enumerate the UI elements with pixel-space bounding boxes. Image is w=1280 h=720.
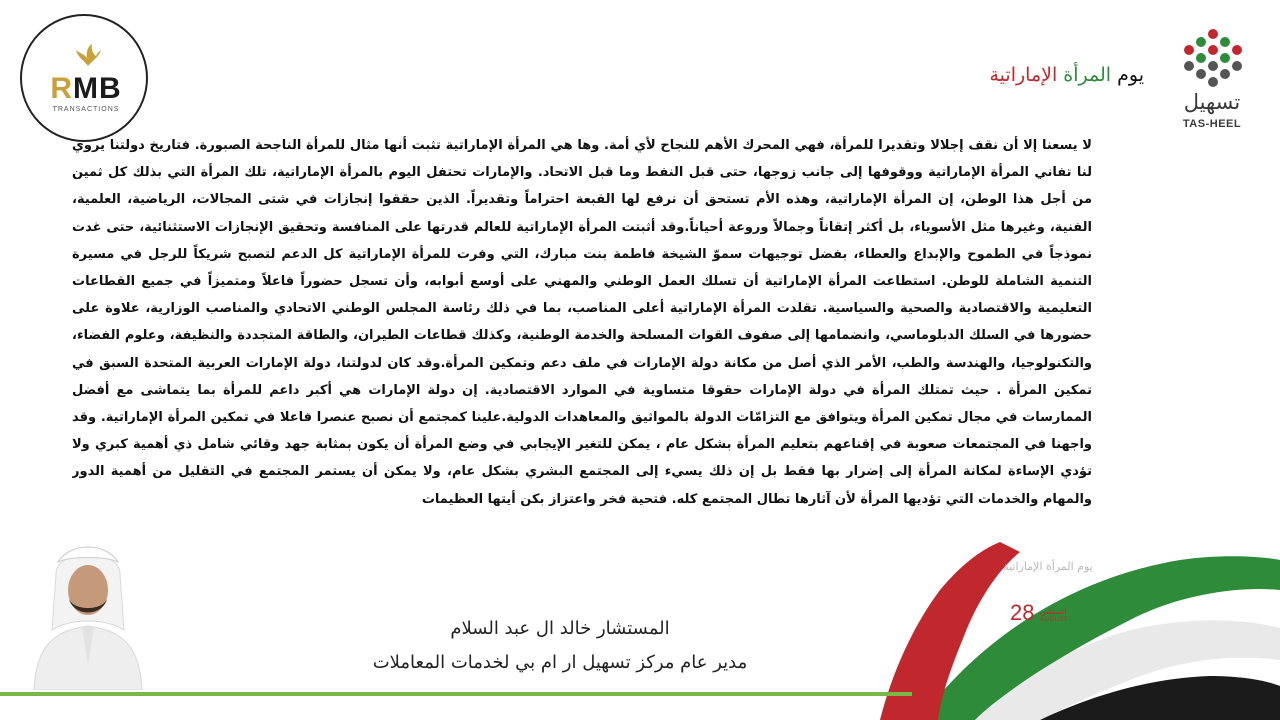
signature-name: المستشار خالد ال عبد السلام [450, 618, 670, 639]
flag-badge-caption: يوم المرأة الإماراتية [1003, 560, 1093, 573]
tasheel-logo [1166, 24, 1258, 134]
rmb-logo [20, 14, 148, 142]
tasheel-arabic-name: تسهيل [1183, 90, 1241, 114]
title-word-day: يوم [1117, 64, 1144, 86]
title-word-woman: المرأة [1063, 64, 1112, 86]
page-title [990, 64, 1145, 86]
portrait-image [26, 526, 150, 690]
rmb-wordmark [48, 72, 124, 106]
uae-flag-ribbon [880, 520, 1280, 720]
flag-badge-day: 28 [1010, 600, 1035, 625]
article-body: لا يسعنا إلا أن نقف إجلالا وتقديرا للمرأة، فهي المحرك الأهم للنجاح لأي أمة. وها هي المرأة الإماراتية تثبت أنها مثال للمرأة الناجحة الصبورة. فتاريخ دولتنا يروي لنا تفاني المرأة الإماراتية ووقوفها إلى جانب زوجها، حتى قبل النفط وما قبل الاتحاد. والإمارات تحتفل اليوم بالمرأة الإماراتية، تلك المرأة التي بذلك كل ثمين من أجل هذا الوطن، إن المرأة الإماراتية، وهذه الأم تستحق أن نرفع لها القبعة احتراماً وتقديراً. الذين حققوا إنجازات في شتى المجالات، الرياضية، العلمية، الفنية، وغيرها مثل الأسوياء، بل أكثر إتقاناً وجمالاً وروعة أحياناً.وقد أثبتت المرأة الإماراتية للعالم قدرتها على المنافسة وتحقيق الإنجازات الاستثنائية، حتى غدت نموذجاً في الطموح والإبداع والعطاء، بفضل توجيهات سموّ الشيخة فاطمة بنت مبارك، التي وفرت للمرأة الإماراتية كل الدعم لتصبح شريكاً للرجل في مسيرة التنمية الشاملة للوطن. استطاعت المرأة الإماراتية أن تسلك العمل الوطني والمهني على أوسع أبوابه، وأن تسجل حضوراً فاعلاً ومتميزاً في جميع القطاعات التعليمية والاقتصادية والصحية والسياسية. تقلدت المرأة الإماراتية أعلى المناصب، بما في ذلك رئاسة المجلس الوطني الاتحادي والمناصب الوزارية، علاوة على حضورها في السلك الدبلوماسي، وانضمامها إلى صفوف القوات المسلحة والخدمة الوطنية، وكذلك قطاعات الطيران، والطاقة المتجددة والنظيفة، وعلوم الفضاء، والتكنولوجيا، والهندسة والطب، الأمر الذي أصل من مكانة دولة الإمارات في ملف دعم وتمكين المرأة.وقد كان لدولتنا، دولة الإمارات العربية المتحدة السبق في تمكين المرأة . حيث تمتلك المرأة في دولة الإمارات حقوقا متساوية في الموارد الاقتصادية. إن دولة الإمارات هي أكبر داعم للمرأة بما يتماشى مع أفضل الممارسات في مجال تمكين المرأة ويتوافق مع التزامّات الدولة بالمواثيق والمعاهدات الدولية.علينا كمجتمع أن نصبح عنصرا فاعلا في تمكين المرأة الإماراتية. وقد واجهنا في المجتمعات صعوبة في إقناعهم بتعليم المرأة بشكل عام ، يمكن للتغير الإيجابي في وضع المرأة أن يكون بمثابة جهد وقائي شامل ذي أهمية كبري ولا تؤدي الإساءة لمكانة المرأة إلى إضرار بها فقط بل إن ذلك يسيء إلى المجتمع البشري بشكل عام، ولا يمكن أن يستمر المجتمع في التقليل من أهمية الدور والمهام والخدمات التي تؤديها المرأة لأن آثارها تطال المجتمع كله. فتحية فخر واعتزاز بكن أيتها العظيمات [72, 138, 1092, 507]
rmb-letters-mb: MB [73, 72, 122, 105]
phoenix-icon [74, 42, 102, 68]
flag-badge-month-arabic: أغسطس [1040, 608, 1067, 616]
tasheel-english-name: TAS-HEEL [1182, 118, 1242, 130]
footer-divider [0, 692, 912, 696]
signature-title: مدير عام مركز تسهيل ار ام بي لخدمات المعاملات [372, 652, 748, 673]
rmb-letter-r: R [50, 72, 73, 105]
flag-badge-month-english: AUGUST [1040, 617, 1069, 623]
title-word-emirati: الإماراتية [989, 64, 1058, 86]
rmb-subtitle: TRANSACTIONS [52, 106, 120, 113]
tasheel-dots-icon [1174, 28, 1252, 92]
